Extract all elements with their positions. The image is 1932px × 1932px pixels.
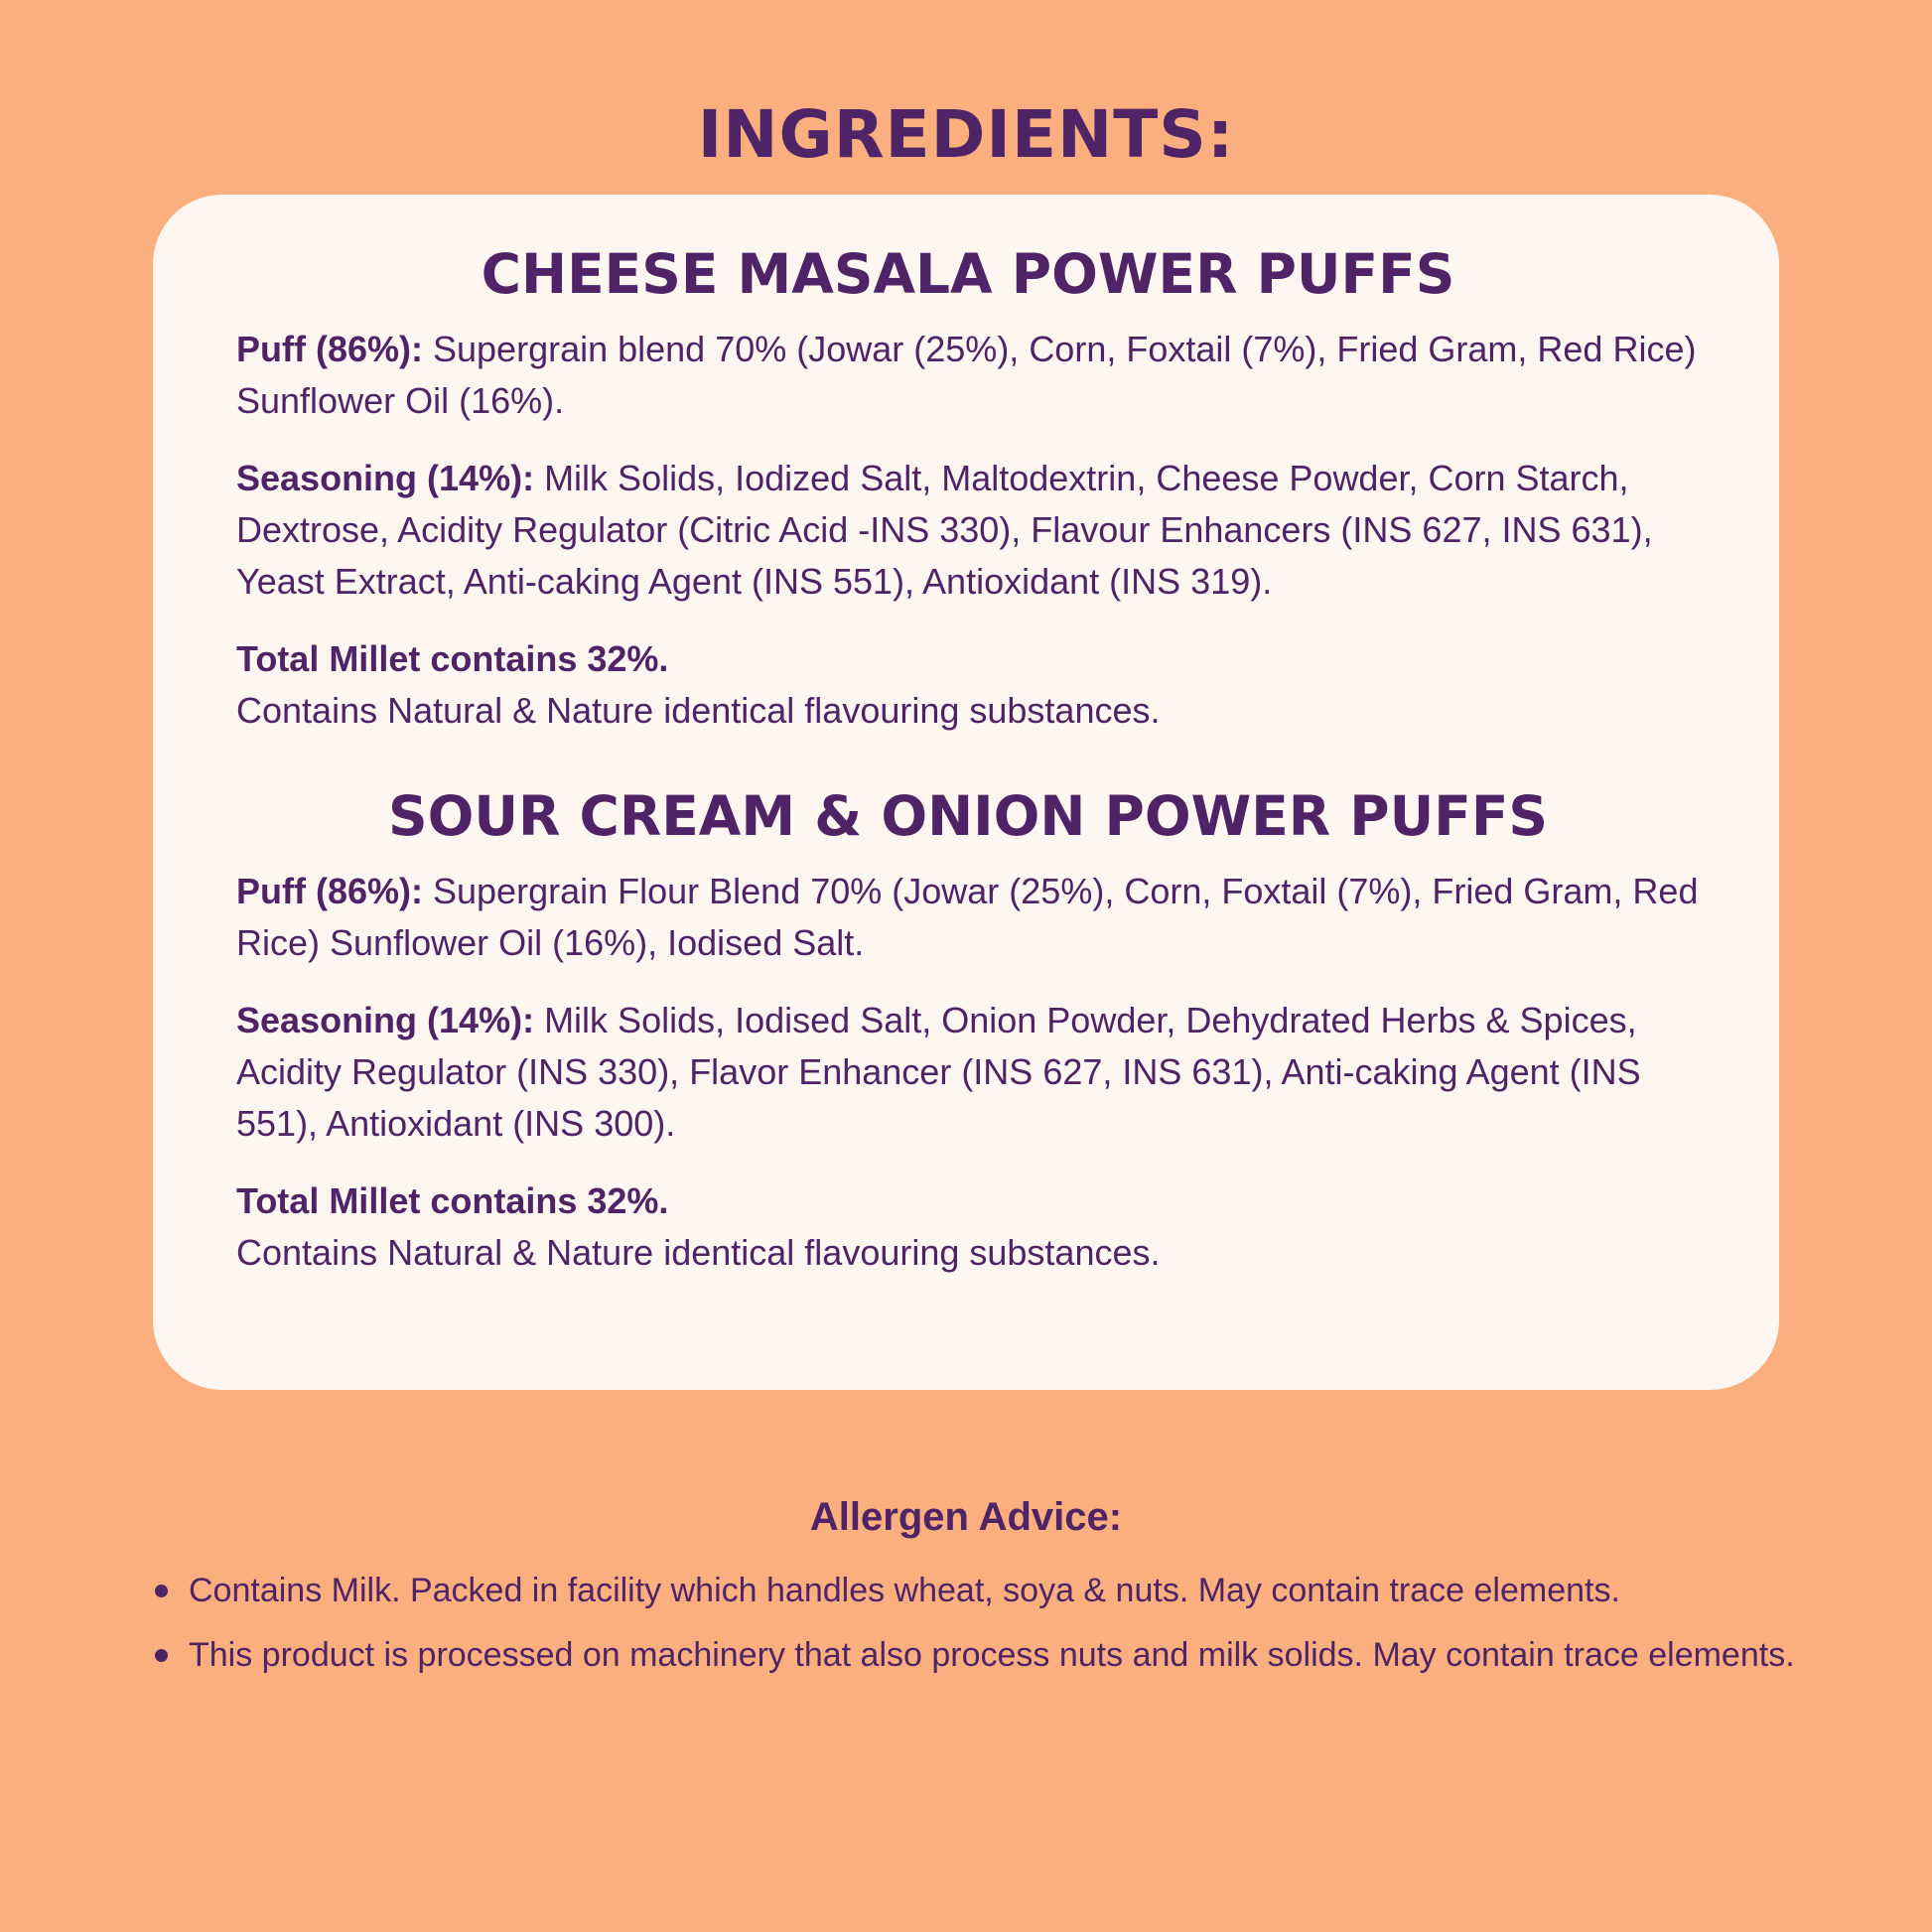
bullet-icon [155, 1649, 168, 1662]
product-title-sour-cream-onion: SOUR CREAM & ONION POWER PUFFS [387, 784, 1549, 848]
puff-label: Puff (86%): [236, 871, 423, 911]
seasoning-text: Milk Solids, Iodised Salt, Onion Powder, Dehydrated Herbs & Spices, Acidity Regulator (INS 330), Flavor Enhancer (INS 627, INS 631), Anti-caking Agent (INS 551), Antioxidant (INS 300). [236, 1000, 1641, 1144]
allergen-title: Allergen Advice: [809, 1495, 1123, 1539]
allergen-item-text: Contains Milk. Packed in facility which handles wheat, soya & nuts. May contain trace elements. [189, 1572, 1620, 1609]
millet-note: Total Millet contains 32%. [236, 638, 669, 679]
flavouring-note: Contains Natural & Nature identical flavouring substances. [236, 1232, 1161, 1273]
seasoning-label: Seasoning (14%): [236, 458, 535, 498]
puff-text: Supergrain Flour Blend 70% (Jowar (25%), Corn, Foxtail (7%), Fried Gram, Red Rice) Sunflower Oil (16%), Iodised Salt. [236, 871, 1699, 963]
puff-label: Puff (86%): [236, 329, 423, 369]
allergen-list [151, 1567, 1898, 1696]
allergen-item [151, 1631, 1898, 1679]
puff-ingredients [236, 866, 1700, 969]
seasoning-label: Seasoning (14%): [236, 1000, 535, 1040]
ingredients-card [153, 195, 1779, 1390]
allergen-item-text: This product is processed on machinery that also process nuts and milk solids. May contain trace elements. [189, 1636, 1795, 1674]
allergen-item [151, 1567, 1898, 1614]
flavouring-note: Contains Natural & Nature identical flavouring substances. [236, 690, 1161, 731]
puff-ingredients [236, 324, 1700, 427]
seasoning-ingredients [236, 995, 1700, 1150]
puff-text: Supergrain blend 70% (Jowar (25%), Corn, Foxtail (7%), Fried Gram, Red Rice) Sunflower Oil (16%). [236, 329, 1697, 421]
page-title: INGREDIENTS: [697, 96, 1235, 173]
product-title-cheese-masala: CHEESE MASALA POWER PUFFS [481, 242, 1455, 306]
millet-note: Total Millet contains 32%. [236, 1180, 669, 1221]
seasoning-ingredients [236, 453, 1700, 608]
seasoning-text: Milk Solids, Iodized Salt, Maltodextrin, Cheese Powder, Corn Starch, Dextrose, Acidity Regulator (Citric Acid -INS 330), Flavour Enhancers (INS 627, INS 631), Yeast Extract, Anti-caking Agent (INS 551), Antioxidant (INS 319). [236, 458, 1653, 602]
bullet-icon [155, 1585, 168, 1597]
